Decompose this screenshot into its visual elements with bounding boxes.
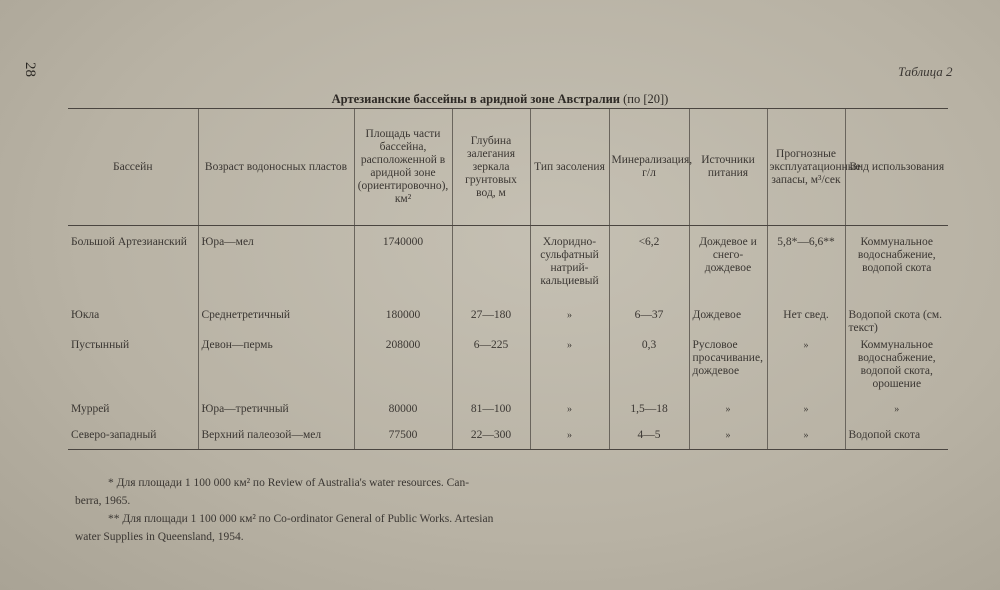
cell-usage: Коммунальное водоснабжение, водопой скота, орошение	[845, 339, 948, 401]
cell-area: 80000	[354, 401, 452, 427]
cell-mineralization: 6—37	[609, 305, 689, 339]
artesian-basins-table	[68, 108, 948, 450]
header-age: Возраст водоносных пластов	[198, 109, 354, 226]
header-sources: Источники питания	[689, 109, 767, 226]
cell-depth: 27—180	[452, 305, 530, 339]
cell-basin: Большой Артезианский	[71, 236, 187, 248]
cell-area: 1740000	[354, 226, 452, 306]
header-salinity-type: Тип засоления	[530, 109, 609, 226]
cell-basin: Пустынный	[71, 339, 130, 351]
caption-source: (по [20])	[623, 92, 669, 106]
header-basin: Бассейн	[68, 109, 198, 226]
footnotes	[75, 474, 605, 546]
cell-sources: »	[689, 401, 767, 427]
cell-sources: »	[689, 427, 767, 450]
cell-area: 208000	[354, 339, 452, 401]
cell-sources: Русловое просачивание, дождевое	[689, 339, 767, 401]
header-depth: Глубина залегания зеркала грунтовых вод, м	[452, 109, 530, 226]
cell-usage: Водопой скота (см. текст)	[845, 305, 948, 339]
cell-reserves: »	[767, 427, 845, 450]
footnote-1-line-1: * Для площади 1 100 000 км² по Review of Australia's water resources. Can-	[108, 477, 470, 489]
cell-basin: Северо-западный	[68, 427, 198, 450]
cell-depth: 6—225	[452, 339, 530, 401]
cell-age: Верхний палеозой—мел	[198, 427, 354, 450]
cell-salinity-type: »	[530, 305, 609, 339]
cell-usage: »	[845, 401, 948, 427]
cell-reserves: »	[767, 401, 845, 427]
table-label: Таблица 2	[898, 64, 953, 79]
table-row	[68, 401, 948, 427]
footnote-2-line-2: water Supplies in Queensland, 1954.	[75, 531, 244, 543]
header-mineralization: Минерализация, г/л	[609, 109, 689, 226]
header-area: Площадь части бассейна, расположенной в аридной зоне (ориентировочно), км²	[354, 109, 452, 226]
table-row	[68, 427, 948, 450]
table-caption	[0, 92, 1000, 107]
cell-area: 180000	[354, 305, 452, 339]
cell-reserves: »	[767, 339, 845, 401]
page-number: 28	[22, 62, 38, 77]
cell-age: Юра—третичный	[198, 401, 354, 427]
cell-salinity-type: »	[530, 401, 609, 427]
cell-reserves: 5,8*—6,6**	[767, 226, 845, 306]
cell-age: Девон—пермь	[198, 339, 354, 401]
cell-usage: Водопой скота	[845, 427, 948, 450]
header-row	[68, 109, 948, 226]
header-usage: Вид использования	[845, 109, 948, 226]
cell-sources: Дождевое и снего-дождевое	[689, 226, 767, 306]
table-row	[68, 305, 948, 339]
footnote-2-line-1: ** Для площади 1 100 000 км² по Co-ordinator General of Public Works. Artesian	[108, 513, 494, 525]
cell-basin: Юкла	[71, 309, 100, 321]
cell-usage: Коммунальное водоснабжение, водопой скота	[845, 226, 948, 306]
cell-age: Среднетретичный	[198, 305, 354, 339]
cell-salinity-type: »	[530, 339, 609, 401]
table-row	[68, 339, 948, 401]
cell-depth	[452, 226, 530, 306]
cell-age: Юра—мел	[198, 226, 354, 306]
footnote-1-line-2: berra, 1965.	[75, 495, 131, 507]
cell-mineralization: 1,5—18	[609, 401, 689, 427]
caption-title: Артезианские бассейны в аридной зоне Австралии	[331, 92, 620, 106]
header-reserves: Прогнозные эксплуатационные запасы, м³/сек	[767, 109, 845, 226]
cell-depth: 22—300	[452, 427, 530, 450]
cell-salinity-type: Хлоридно-сульфатный натрий-кальциевый	[530, 226, 609, 306]
cell-area: 77500	[354, 427, 452, 450]
cell-salinity-type: »	[530, 427, 609, 450]
table-row	[68, 226, 948, 306]
cell-basin: Муррей	[71, 403, 110, 415]
cell-sources: Дождевое	[689, 305, 767, 339]
cell-mineralization: 4—5	[609, 427, 689, 450]
cell-reserves: Нет свед.	[767, 305, 845, 339]
cell-mineralization: 0,3	[609, 339, 689, 401]
cell-mineralization: <6,2	[609, 226, 689, 306]
cell-depth: 81—100	[452, 401, 530, 427]
